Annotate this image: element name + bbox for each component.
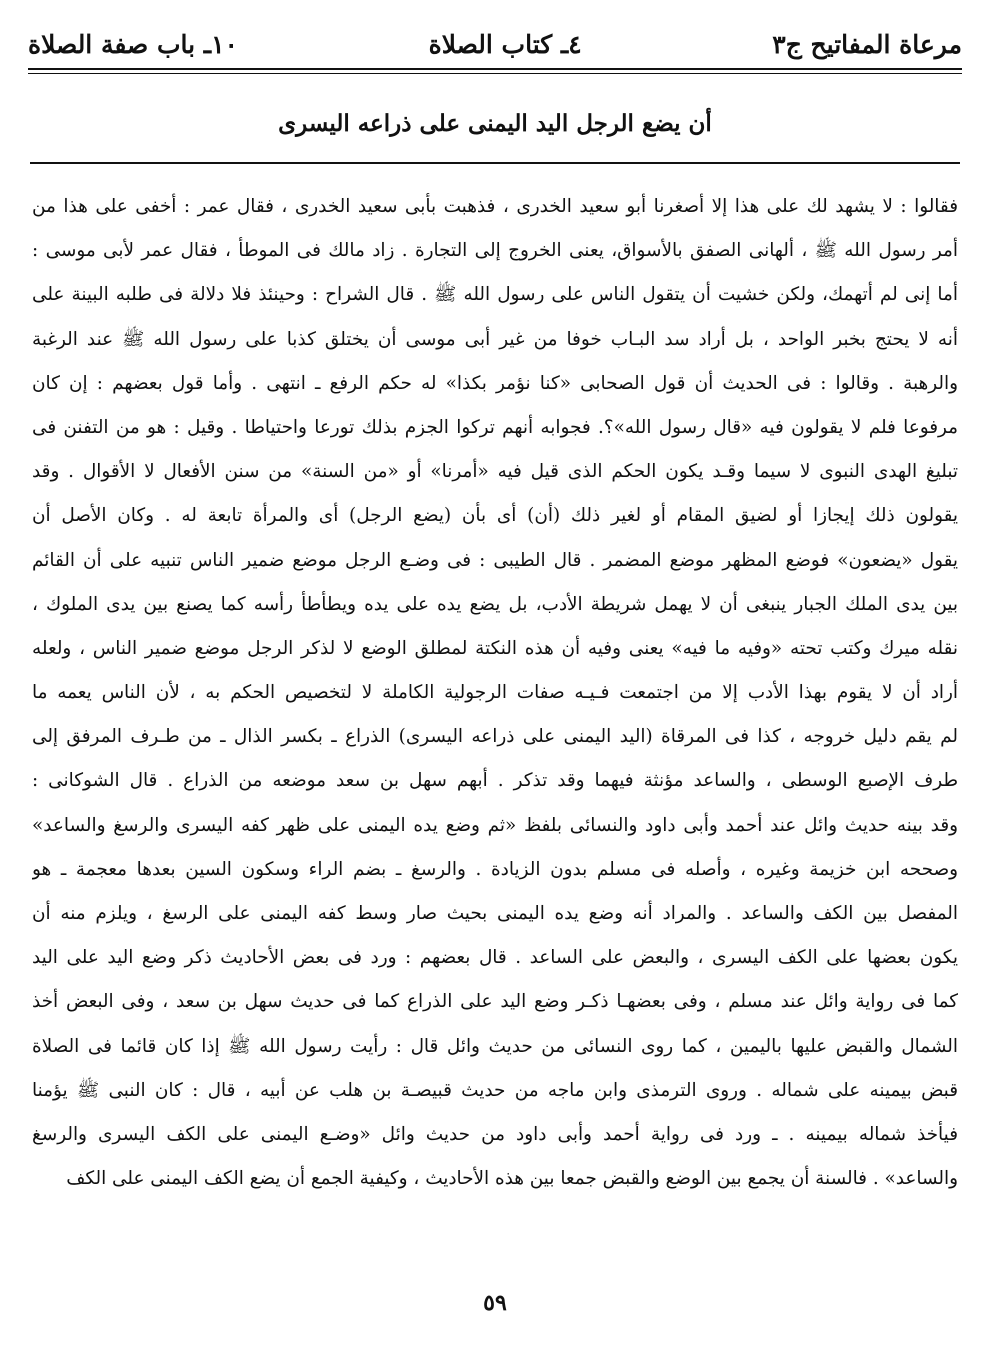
text-line: تبليغ الهدى النبوى لا سيما وقـد يكون الحكم الذى قيل فيه «أمرنا» أو «من السنة» من سنن الأفعال لا الأقوال . وقد: [32, 461, 958, 483]
text-line: أراد أن لا يقوم بهذا الأدب إلا من اجتمعت فـيـه صفات الرجولية الكاملة لا لتخصيص الحكم به ، لأن الناس يعمه ما: [32, 682, 958, 704]
title-divider: [30, 162, 960, 164]
text-line: لم يقم دليل خروجه ، كذا فى المرقاة (اليد اليمنى على ذراعه اليسرى) الذراع ـ بكسر الذال ـ من طـرف المرفق إلى: [32, 726, 958, 748]
text-line: والساعد» . فالسنة أن يجمع بين الوضع والقبض جمعا بين هذه الأحاديث ، وكيفية الجمع أن يضع الكف اليمنى على الكف: [66, 1168, 958, 1190]
text-line: مرفوعا فلم لا يقولون فيه «قال رسول الله»؟. فجوابه أنهم تركوا الجزم بذلك تورعا واحتياطا . وقيل : هو من التفنن فى: [32, 416, 958, 438]
text-line: نقله ميرك وكتب تحته «وفيه ما فيه» يعنى وفيه أن هذه النكتة لمطلق الوضع لا لذكر الرجل موضع ضمير الناس ، ولعله: [32, 637, 958, 659]
text-line: فيأخذ شماله بيمينه . ـ ورد فى رواية أحمد وأبى داود من حديث وائل «وضـع اليمنى على الكف اليسرى والرسغ: [32, 1123, 958, 1145]
text-line: الشمال والقبض عليها باليمين ، كما روى النسائى من حديث وائل قال : رأيت رسول الله ﷺ إذا كان قائما فى الصلاة: [32, 1035, 958, 1057]
text-line: يقول «يضعون» فوضع المظهر موضع المضمر . قال الطيبى : فى وضـع الرجل موضع ضمير الناس تنبيه على أن القائم: [32, 549, 958, 571]
text-line: أما إنى لم أتهمك، ولكن خشيت أن يتقول الناس على رسول الله ﷺ . قال الشراح : وحينئذ فلا دلالة فى طلبه البينة على: [32, 284, 958, 306]
text-line: وصححه ابن خزيمة وغيره ، وأصله فى مسلم بدون الزيادة . والرسغ ـ بضم الراء وسكون السين بعدها معجمة ـ هو: [32, 858, 958, 880]
section-title: أن يضع الرجل اليد اليمنى على ذراعه اليسرى: [278, 110, 712, 137]
header-chapter: ٤ـ كتاب الصلاة: [428, 29, 582, 59]
text-line: كما فى رواية وائل عند مسلم ، وفى بعضهـا ذكـر وضع اليد على الذراع كما فى حديث سهل بن سعد ، وفى البعض أخذ: [32, 991, 958, 1013]
text-line: بين يدى الملك الجبار ينبغى أن لا يهمل شريطة الأدب، بل يضع يده على يده ويطأطأ رأسه كما يصنع بين يدى الملوك ،: [32, 593, 958, 615]
text-line: وقد بينه حديث وائل عند أحمد وأبى داود والنسائى بلفظ «ثم وضع يده اليمنى على ظهر كفه اليسرى والرسغ والساعد»: [32, 814, 958, 836]
text-line: أنه لا يحتج بخبر الواحد ، بل أراد سد البـاب خوفا من غير أبى موسى أن يختلق كذبا على رسول الله ﷺ عند الرغبة: [32, 328, 958, 350]
header-book-title: مرعاة المفاتيح ج٣: [772, 29, 962, 59]
text-line: المفصل بين الكف والساعد . والمراد أنه وضع يده اليمنى بحيث صار وسط كفه اليمنى على الرسغ ، ويلزم منه أن: [32, 903, 958, 924]
header-divider-thin: [28, 73, 962, 74]
body-text: [32, 185, 958, 1201]
header-section: ١٠ـ باب صفة الصلاة: [28, 29, 238, 59]
text-line: يكون بعضها على الكف اليسرى ، والبعض على الساعد . قال بعضهم : ورد فى بعض الأحاديث ذكر وضع اليد على اليد: [32, 947, 958, 969]
running-header: [28, 22, 962, 66]
text-line: طرف الإصبع الوسطى ، والساعد مؤنثة فيهما وقد تذكر . أبهم سهل بن سعد موضعه من الذراع . قال الشوكانى :: [32, 770, 958, 792]
text-line: يقولون ذلك إيجازا أو لضيق المقام أو لغير ذلك (أن) أى بأن (يضع الرجل) أى والمرأة تابعة له . وكان الأصل أن: [32, 505, 958, 527]
page-number: ٥٩: [483, 1290, 507, 1316]
text-line: قبض بيمينه على شماله . وروى الترمذى وابن ماجه من حديث قبيصـة بن هلب عن أبيه ، قال : كان النبى ﷺ يؤمنا: [32, 1079, 958, 1101]
header-divider: [28, 68, 962, 70]
text-line: والرهبة . وقالوا : فى الحديث أن قول الصحابى «كنا نؤمر بكذا» له حكم الرفع ـ انتهى . وأما قول بعضهم : إن كان: [32, 372, 958, 394]
text-line: أمر رسول الله ﷺ ، ألهانى الصفق بالأسواق، يعنى الخروج إلى التجارة . زاد مالك فى الموطأ ، فقال عمر لأبى موسى :: [32, 240, 958, 262]
text-line: فقالوا : لا يشهد لك على هذا إلا أصغرنا أبو سعيد الخدرى ، فذهبت بأبى سعيد الخدرى ، فقال عمر : أخفى على هذا من: [32, 196, 958, 217]
